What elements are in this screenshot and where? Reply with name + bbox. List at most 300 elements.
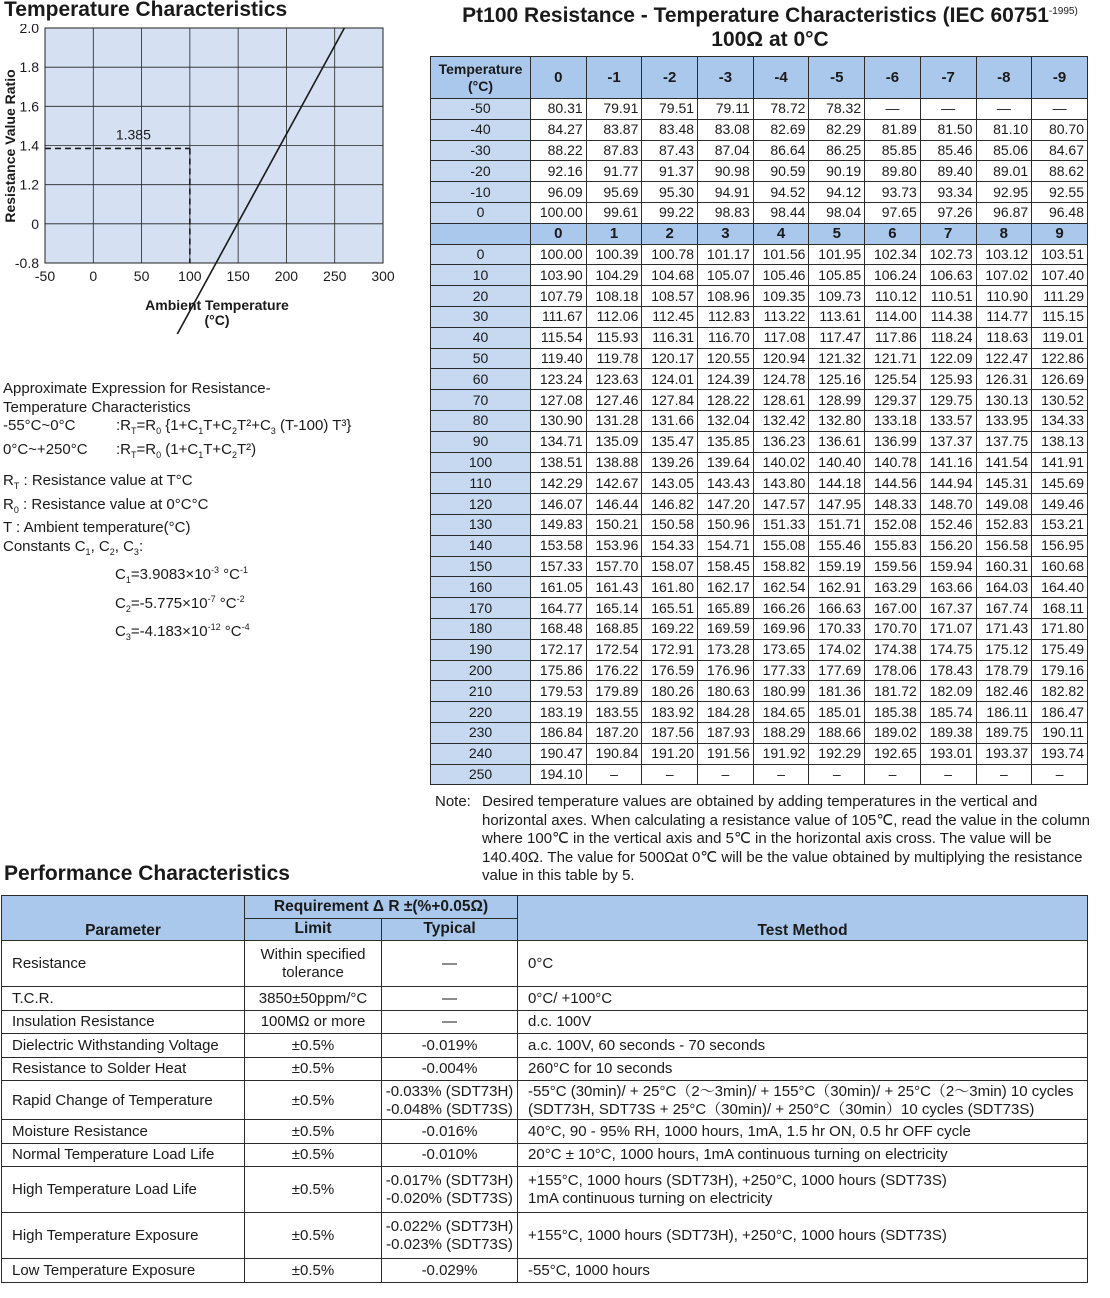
table-cell: 132.42 bbox=[753, 410, 809, 431]
table-cell: 172.54 bbox=[586, 639, 642, 660]
table-row bbox=[431, 660, 1088, 681]
row-temperature: 90 bbox=[431, 431, 531, 452]
table-cell: 138.51 bbox=[531, 452, 587, 473]
table-cell: 86.64 bbox=[753, 140, 809, 161]
table-cell: 130.52 bbox=[1032, 390, 1088, 411]
table-cell: 122.47 bbox=[976, 348, 1032, 369]
table-cell: 120.55 bbox=[698, 348, 754, 369]
row-temperature: 30 bbox=[431, 306, 531, 327]
table-row bbox=[431, 639, 1088, 660]
table-cell: 137.37 bbox=[920, 431, 976, 452]
table-cell: 191.56 bbox=[698, 743, 754, 764]
table-cell: 174.38 bbox=[865, 639, 921, 660]
row-temperature: 40 bbox=[431, 327, 531, 348]
table-cell: 152.46 bbox=[920, 514, 976, 535]
note-label: Note: bbox=[435, 793, 471, 810]
table-cell: 180.26 bbox=[642, 681, 698, 702]
perf-test-method: d.c. 100V bbox=[518, 1010, 1088, 1034]
table-row bbox=[2, 1167, 1088, 1213]
row-temperature: 220 bbox=[431, 702, 531, 723]
table-cell: 115.15 bbox=[1032, 306, 1088, 327]
table-cell: 157.70 bbox=[586, 556, 642, 577]
row-temperature: 250 bbox=[431, 764, 531, 785]
table-cell: 140.40 bbox=[809, 452, 865, 473]
table-row bbox=[431, 119, 1088, 140]
table-cell: 116.31 bbox=[642, 327, 698, 348]
table-cell: 152.08 bbox=[865, 514, 921, 535]
table-cell: 104.29 bbox=[586, 265, 642, 286]
table-cell: 128.99 bbox=[809, 390, 865, 411]
table-cell: 108.18 bbox=[586, 286, 642, 307]
perf-parameter: Resistance to Solder Heat bbox=[2, 1057, 245, 1081]
table-cell: – bbox=[698, 764, 754, 785]
table-cell: 163.66 bbox=[920, 577, 976, 598]
x-tick-label: 200 bbox=[274, 268, 299, 284]
table-cell: 169.59 bbox=[698, 618, 754, 639]
table-row bbox=[431, 598, 1088, 619]
table-cell: 171.43 bbox=[976, 618, 1032, 639]
table-cell: 146.82 bbox=[642, 494, 698, 515]
table-cell: 79.51 bbox=[642, 99, 698, 120]
table-cell: 130.90 bbox=[531, 410, 587, 431]
perf-parameter: High Temperature Load Life bbox=[2, 1167, 245, 1213]
table-cell: 94.52 bbox=[753, 182, 809, 203]
table-cell: 102.73 bbox=[920, 244, 976, 265]
table-cell: 100.78 bbox=[642, 244, 698, 265]
table-cell: 114.38 bbox=[920, 306, 976, 327]
perf-header-row-1 bbox=[2, 896, 1088, 919]
table-cell: 105.07 bbox=[698, 265, 754, 286]
table-cell: 176.96 bbox=[698, 660, 754, 681]
table-cell: 147.57 bbox=[753, 494, 809, 515]
table-cell: 127.84 bbox=[642, 390, 698, 411]
table-cell: 112.45 bbox=[642, 306, 698, 327]
table-cell: 166.26 bbox=[753, 598, 809, 619]
note-text: Desired temperature values are obtained by adding temperatures in the vertical and horizontal axes. When calculating a resistance value of 105℃, read the value in the column where 100℃ in the vertical axis and 5℃ in the horizontal axis cross. The value will be 140.40Ω. The value for 500Ωat 0℃ will be the value obtained by multiplying the resistance value in this table by 5. bbox=[482, 793, 1091, 884]
pos-col-header: 5 bbox=[809, 223, 865, 244]
table-cell: 103.12 bbox=[976, 244, 1032, 265]
table-cell: 189.02 bbox=[865, 722, 921, 743]
table-cell: 85.85 bbox=[865, 140, 921, 161]
table-cell: 130.13 bbox=[976, 390, 1032, 411]
table-cell: 178.79 bbox=[976, 660, 1032, 681]
table-cell: 147.20 bbox=[698, 494, 754, 515]
table-cell: 191.92 bbox=[753, 743, 809, 764]
table-cell: 149.46 bbox=[1032, 494, 1088, 515]
table-cell: 129.37 bbox=[865, 390, 921, 411]
perf-test-method: 260°C for 10 seconds bbox=[518, 1057, 1088, 1081]
table-cell: 108.57 bbox=[642, 286, 698, 307]
table-cell: 154.71 bbox=[698, 535, 754, 556]
table-cell: 134.71 bbox=[531, 431, 587, 452]
table-cell: 111.67 bbox=[531, 306, 587, 327]
table-cell: 133.57 bbox=[920, 410, 976, 431]
row-temperature: 10 bbox=[431, 265, 531, 286]
table-cell: 132.04 bbox=[698, 410, 754, 431]
table-cell: 155.08 bbox=[753, 535, 809, 556]
table-cell: 162.17 bbox=[698, 577, 754, 598]
table-row bbox=[431, 764, 1088, 785]
table-cell: 163.29 bbox=[865, 577, 921, 598]
table-cell: 161.05 bbox=[531, 577, 587, 598]
table-cell: 137.75 bbox=[976, 431, 1032, 452]
table-row bbox=[431, 556, 1088, 577]
table-cell: 168.48 bbox=[531, 618, 587, 639]
table-cell: 180.63 bbox=[698, 681, 754, 702]
table-cell: 95.69 bbox=[586, 182, 642, 203]
table-cell: 144.18 bbox=[809, 473, 865, 494]
table-cell: — bbox=[920, 99, 976, 120]
row-temperature: 230 bbox=[431, 722, 531, 743]
table-cell: 155.46 bbox=[809, 535, 865, 556]
table-cell: 89.80 bbox=[865, 161, 921, 182]
table-cell: 184.65 bbox=[753, 702, 809, 723]
table-cell: – bbox=[920, 764, 976, 785]
neg-col-header: -3 bbox=[698, 57, 754, 99]
table-cell: 144.94 bbox=[920, 473, 976, 494]
formula-range-positive: 0°C~+250°C bbox=[3, 440, 88, 458]
perf-limit: ±0.5% bbox=[245, 1259, 382, 1283]
table-cell: 172.17 bbox=[531, 639, 587, 660]
row-temperature: 200 bbox=[431, 660, 531, 681]
table-cell: 90.98 bbox=[698, 161, 754, 182]
table-row bbox=[2, 941, 1088, 987]
table-cell: 99.22 bbox=[642, 202, 698, 223]
table-cell: 134.33 bbox=[1032, 410, 1088, 431]
table-row bbox=[431, 390, 1088, 411]
formula-expr-positive: $:R_T=R_0$ $(1+C_1T+C_2T^2)$ bbox=[116, 440, 257, 460]
row-temperature: 240 bbox=[431, 743, 531, 764]
table-cell: 101.95 bbox=[809, 244, 865, 265]
positive-corner bbox=[431, 223, 531, 244]
table-cell: 114.77 bbox=[976, 306, 1032, 327]
table-cell: 189.38 bbox=[920, 722, 976, 743]
table-cell: 80.70 bbox=[1032, 119, 1088, 140]
table-cell: 188.66 bbox=[809, 722, 865, 743]
table-cell: 83.48 bbox=[642, 119, 698, 140]
table-cell: 96.87 bbox=[976, 202, 1032, 223]
table-cell: 124.78 bbox=[753, 369, 809, 390]
table-cell: 167.74 bbox=[976, 598, 1032, 619]
chart-title: Temperature Characteristics bbox=[4, 0, 288, 21]
row-temperature: 50 bbox=[431, 348, 531, 369]
pos-col-header: 0 bbox=[531, 223, 587, 244]
constant-c1: $C_1=3.9083\times 10^{-3}$ $^\circ C^{-1}$ bbox=[115, 565, 248, 585]
table-cell: 104.68 bbox=[642, 265, 698, 286]
table-cell: 94.91 bbox=[698, 182, 754, 203]
table-cell: 182.82 bbox=[1032, 681, 1088, 702]
table-row bbox=[431, 535, 1088, 556]
x-axis-unit-label: (°C) bbox=[204, 312, 230, 328]
table-cell: 126.31 bbox=[976, 369, 1032, 390]
constant-c3: $C_3=-4.183\times 10^{-12}$ $^\circ C^{-4}$ bbox=[115, 622, 250, 642]
table-row bbox=[431, 410, 1088, 431]
table-cell: 96.48 bbox=[1032, 202, 1088, 223]
r0-definition: $R_0$ : Resistance value at 0°C°C bbox=[3, 495, 209, 515]
table-cell: 143.43 bbox=[698, 473, 754, 494]
table-cell: 125.93 bbox=[920, 369, 976, 390]
table-cell: 115.54 bbox=[531, 327, 587, 348]
formula-heading-1: Approximate Expression for Resistance- bbox=[3, 380, 271, 397]
row-temperature: 190 bbox=[431, 639, 531, 660]
table-row bbox=[431, 494, 1088, 515]
pos-col-header: 7 bbox=[920, 223, 976, 244]
pos-col-header: 6 bbox=[865, 223, 921, 244]
perf-typical: -0.016% bbox=[382, 1120, 518, 1144]
table-cell: 164.77 bbox=[531, 598, 587, 619]
table-row bbox=[2, 1120, 1088, 1144]
neg-col-header: -8 bbox=[976, 57, 1032, 99]
table-cell: 191.20 bbox=[642, 743, 698, 764]
table-cell: 107.02 bbox=[976, 265, 1032, 286]
table-cell: 187.56 bbox=[642, 722, 698, 743]
table-cell: 91.37 bbox=[642, 161, 698, 182]
table-cell: 112.06 bbox=[586, 306, 642, 327]
table-cell: 149.83 bbox=[531, 514, 587, 535]
table-cell: 151.71 bbox=[809, 514, 865, 535]
perf-parameter: Resistance bbox=[2, 941, 245, 987]
positive-header-row bbox=[431, 223, 1088, 244]
row-temperature: 180 bbox=[431, 618, 531, 639]
corner-line-1: Temperature bbox=[438, 60, 523, 77]
row-temperature: 210 bbox=[431, 681, 531, 702]
perf-test-method: 0°C/ +100°C bbox=[518, 987, 1088, 1011]
table-cell: 175.12 bbox=[976, 639, 1032, 660]
table-cell: 143.05 bbox=[642, 473, 698, 494]
table-cell: 185.01 bbox=[809, 702, 865, 723]
table-row bbox=[431, 327, 1088, 348]
pt100-header-row bbox=[431, 57, 1088, 99]
table-cell: 168.85 bbox=[586, 618, 642, 639]
perf-limit: ±0.5% bbox=[245, 1057, 382, 1081]
table-cell: 159.56 bbox=[865, 556, 921, 577]
table-cell: 123.63 bbox=[586, 369, 642, 390]
neg-col-header: -5 bbox=[809, 57, 865, 99]
table-cell: 97.26 bbox=[920, 202, 976, 223]
performance-title: Performance Characteristics bbox=[4, 862, 290, 885]
perf-parameter: Moisture Resistance bbox=[2, 1120, 245, 1144]
pt100-corner-header bbox=[431, 57, 531, 99]
table-row bbox=[431, 306, 1088, 327]
perf-test-method: +155°C, 1000 hours (SDT73H), +250°C, 1000 hours (SDT73S) bbox=[518, 1213, 1088, 1259]
table-cell: 109.73 bbox=[809, 286, 865, 307]
table-cell: 118.63 bbox=[976, 327, 1032, 348]
table-cell: 159.94 bbox=[920, 556, 976, 577]
pt100-title-sup: -1995) bbox=[1048, 6, 1078, 17]
test-method-header: Test Method bbox=[518, 896, 1088, 941]
table-cell: 153.21 bbox=[1032, 514, 1088, 535]
table-cell: – bbox=[753, 764, 809, 785]
row-temperature: 100 bbox=[431, 452, 531, 473]
table-cell: 138.13 bbox=[1032, 431, 1088, 452]
table-cell: 164.40 bbox=[1032, 577, 1088, 598]
table-cell: 144.56 bbox=[865, 473, 921, 494]
table-cell: 183.92 bbox=[642, 702, 698, 723]
table-cell: 78.32 bbox=[809, 99, 865, 120]
table-cell: 105.85 bbox=[809, 265, 865, 286]
x-tick-label: 300 bbox=[371, 268, 395, 284]
table-cell: 87.04 bbox=[698, 140, 754, 161]
table-cell: 124.39 bbox=[698, 369, 754, 390]
table-row bbox=[431, 265, 1088, 286]
table-cell: 178.43 bbox=[920, 660, 976, 681]
formula-range-negative: -55°C~0°C bbox=[3, 417, 76, 434]
table-cell: 110.90 bbox=[976, 286, 1032, 307]
table-cell: 103.90 bbox=[531, 265, 587, 286]
row-temperature: 160 bbox=[431, 577, 531, 598]
table-cell: 179.53 bbox=[531, 681, 587, 702]
y-tick-label: -0.8 bbox=[14, 255, 39, 271]
perf-parameter: T.C.R. bbox=[2, 987, 245, 1011]
perf-typical: -0.019% bbox=[382, 1034, 518, 1058]
perf-limit: ±0.5% bbox=[245, 1167, 382, 1213]
table-cell: 93.34 bbox=[920, 182, 976, 203]
table-cell: 119.40 bbox=[531, 348, 587, 369]
table-cell: 150.58 bbox=[642, 514, 698, 535]
y-tick-label: 1.6 bbox=[19, 98, 39, 115]
constant-c2: $C_2=-5.775\times 10^{-7}$ $^\circ C^{-2}$ bbox=[115, 593, 245, 614]
table-cell: 172.91 bbox=[642, 639, 698, 660]
table-row bbox=[431, 618, 1088, 639]
table-row bbox=[431, 702, 1088, 723]
perf-typical: -0.022% (SDT73H) -0.023% (SDT73S) bbox=[382, 1213, 518, 1259]
table-cell: — bbox=[865, 99, 921, 120]
row-temperature: 150 bbox=[431, 556, 531, 577]
table-cell: 146.07 bbox=[531, 494, 587, 515]
temperature-chart bbox=[0, 24, 410, 334]
table-cell: 158.07 bbox=[642, 556, 698, 577]
table-cell: 162.54 bbox=[753, 577, 809, 598]
row-temperature: -20 bbox=[431, 161, 531, 182]
table-cell: 174.02 bbox=[809, 639, 865, 660]
table-cell: 126.69 bbox=[1032, 369, 1088, 390]
perf-limit: 100MΩ or more bbox=[245, 1010, 382, 1034]
table-row bbox=[2, 1213, 1088, 1259]
table-cell: 138.88 bbox=[586, 452, 642, 473]
table-cell: 175.49 bbox=[1032, 639, 1088, 660]
table-cell: 174.75 bbox=[920, 639, 976, 660]
table-cell: 98.83 bbox=[698, 202, 754, 223]
table-cell: 140.78 bbox=[865, 452, 921, 473]
table-cell: 141.16 bbox=[920, 452, 976, 473]
table-cell: 133.18 bbox=[865, 410, 921, 431]
table-cell: 89.01 bbox=[976, 161, 1032, 182]
table-cell: 116.70 bbox=[698, 327, 754, 348]
table-cell: 88.62 bbox=[1032, 161, 1088, 182]
table-cell: 121.32 bbox=[809, 348, 865, 369]
row-temperature: 110 bbox=[431, 473, 531, 494]
table-cell: – bbox=[642, 764, 698, 785]
table-cell: 166.63 bbox=[809, 598, 865, 619]
neg-col-header: -7 bbox=[920, 57, 976, 99]
performance-table bbox=[1, 895, 1088, 1283]
table-cell: 97.65 bbox=[865, 202, 921, 223]
table-row bbox=[2, 1259, 1088, 1283]
table-cell: 151.33 bbox=[753, 514, 809, 535]
neg-col-header: -2 bbox=[642, 57, 698, 99]
table-cell: 101.56 bbox=[753, 244, 809, 265]
table-cell: 171.80 bbox=[1032, 618, 1088, 639]
table-cell: 129.75 bbox=[920, 390, 976, 411]
perf-test-method: 40°C, 90 - 95% RH, 1000 hours, 1mA, 1.5 hr ON, 0.5 hr OFF cycle bbox=[518, 1120, 1088, 1144]
table-cell: 186.11 bbox=[976, 702, 1032, 723]
perf-limit: ±0.5% bbox=[245, 1034, 382, 1058]
constants-heading: Constants $C_1$, $C_2$, $C_3$: bbox=[3, 537, 144, 557]
table-cell: 145.69 bbox=[1032, 473, 1088, 494]
neg-col-header: -1 bbox=[586, 57, 642, 99]
table-cell: 86.25 bbox=[809, 140, 865, 161]
pt100-title-line1: Pt100 Resistance - Temperature Characteristics (IEC 60751 bbox=[462, 4, 1049, 27]
table-cell: — bbox=[976, 99, 1032, 120]
row-temperature: 0 bbox=[431, 202, 531, 223]
perf-parameter: Low Temperature Exposure bbox=[2, 1259, 245, 1283]
table-cell: 85.46 bbox=[920, 140, 976, 161]
table-cell: 81.89 bbox=[865, 119, 921, 140]
table-cell: 153.96 bbox=[586, 535, 642, 556]
table-cell: 149.08 bbox=[976, 494, 1032, 515]
x-tick-label: 100 bbox=[178, 268, 202, 284]
table-row bbox=[431, 452, 1088, 473]
table-cell: 102.34 bbox=[865, 244, 921, 265]
limit-header: Limit bbox=[245, 918, 382, 941]
table-cell: 173.28 bbox=[698, 639, 754, 660]
table-cell: 145.31 bbox=[976, 473, 1032, 494]
table-cell: 113.61 bbox=[809, 306, 865, 327]
table-cell: 156.20 bbox=[920, 535, 976, 556]
table-cell: 98.04 bbox=[809, 202, 865, 223]
table-row bbox=[431, 431, 1088, 452]
table-cell: 120.17 bbox=[642, 348, 698, 369]
table-cell: 80.31 bbox=[531, 99, 587, 120]
row-temperature: 80 bbox=[431, 410, 531, 431]
table-cell: 107.79 bbox=[531, 286, 587, 307]
table-cell: 190.84 bbox=[586, 743, 642, 764]
table-cell: 158.82 bbox=[753, 556, 809, 577]
formula-block bbox=[3, 380, 423, 647]
y-tick-label: 1.2 bbox=[19, 176, 39, 193]
row-temperature: 70 bbox=[431, 390, 531, 411]
table-cell: 153.58 bbox=[531, 535, 587, 556]
table-cell: 150.96 bbox=[698, 514, 754, 535]
table-cell: 148.33 bbox=[865, 494, 921, 515]
table-cell: 193.74 bbox=[1032, 743, 1088, 764]
table-cell: 164.03 bbox=[976, 577, 1032, 598]
table-cell: 181.72 bbox=[865, 681, 921, 702]
row-temperature: -30 bbox=[431, 140, 531, 161]
x-axis-label: Ambient Temperature bbox=[145, 297, 289, 313]
table-cell: 146.44 bbox=[586, 494, 642, 515]
table-row bbox=[431, 722, 1088, 743]
table-note bbox=[435, 793, 1095, 886]
table-cell: 135.09 bbox=[586, 431, 642, 452]
table-cell: 139.64 bbox=[698, 452, 754, 473]
perf-test-method: 20°C ± 10°C, 1000 hours, 1mA continuous turning on electricity bbox=[518, 1143, 1088, 1167]
table-cell: 169.22 bbox=[642, 618, 698, 639]
table-row bbox=[431, 99, 1088, 120]
perf-typical: -0.033% (SDT73H) -0.048% (SDT73S) bbox=[382, 1081, 518, 1120]
x-tick-label: 0 bbox=[89, 268, 98, 284]
rt-definition: $R_T$ : Resistance value at T°C bbox=[3, 472, 193, 491]
table-row bbox=[2, 1143, 1088, 1167]
perf-typical: — bbox=[382, 1010, 518, 1034]
table-cell: 82.29 bbox=[809, 119, 865, 140]
table-cell: 157.33 bbox=[531, 556, 587, 577]
table-cell: 81.50 bbox=[920, 119, 976, 140]
formula-heading-2: Temperature Characteristics bbox=[3, 398, 191, 416]
table-cell: 190.11 bbox=[1032, 722, 1088, 743]
row-temperature: 0 bbox=[431, 244, 531, 265]
requirement-header: Requirement Δ R ±(%+0.05Ω) bbox=[245, 896, 518, 919]
